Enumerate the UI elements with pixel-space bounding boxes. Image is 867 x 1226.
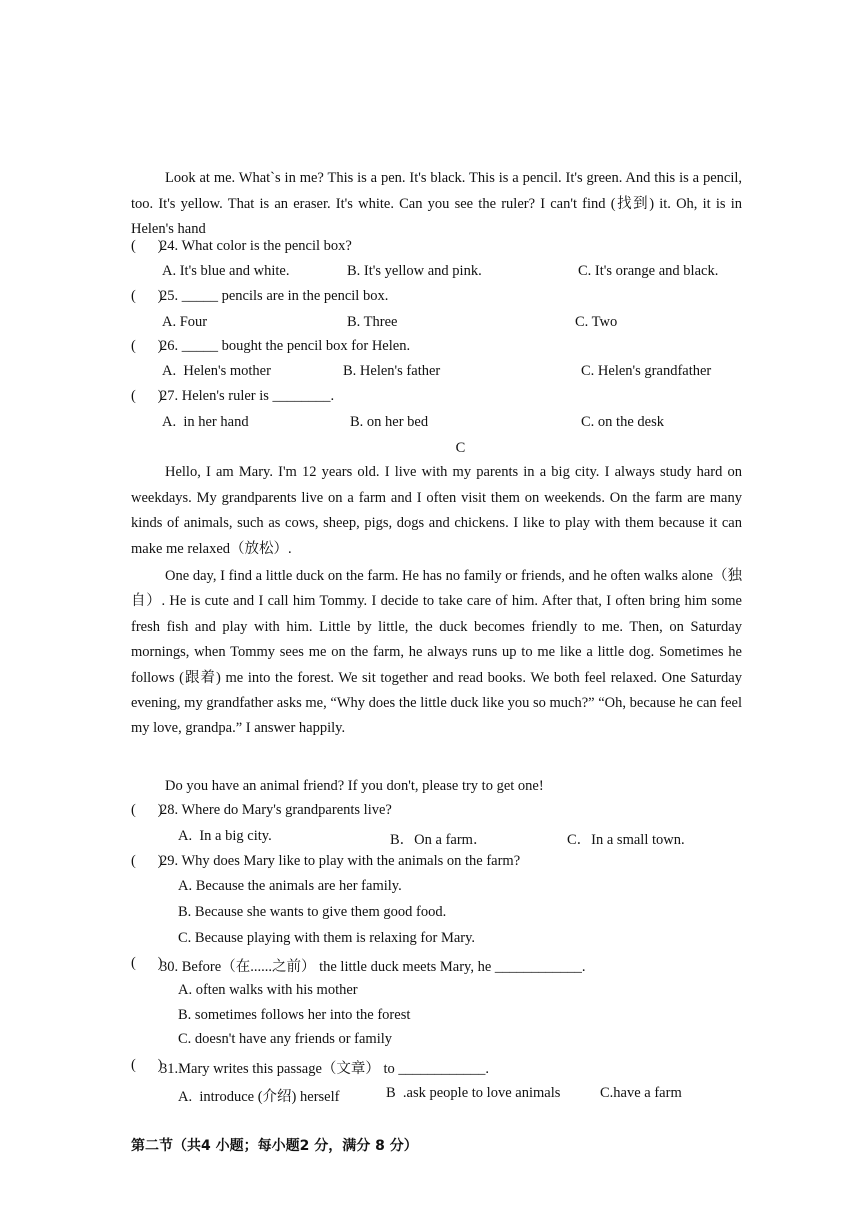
- option-c: C. Helen's grandfather: [581, 363, 712, 379]
- option-c: C. It's orange and black.: [578, 263, 719, 279]
- option-c: C. Two: [575, 314, 618, 330]
- question-27: 27. Helen's ruler is ________.: [160, 388, 335, 404]
- answer-paren[interactable]: ( ): [131, 288, 163, 304]
- option-b: B. sometimes follows her into the forest: [178, 1007, 411, 1023]
- passage-c-paragraph-1: Hello, I am Mary. I'm 12 years old. I live with my parents in a big city. I always study hard on weekdays. My grandparents live on a farm and I often visit them on weekends. On the farm are many kinds of animals, such as cows, sheep, pigs, dogs and chickens. I like to play with them because it can make me relaxed（放松）.: [131, 464, 742, 557]
- answer-paren[interactable]: ( ): [131, 802, 163, 818]
- answer-paren[interactable]: ( ): [131, 853, 163, 869]
- option-b: B. Three: [347, 314, 398, 330]
- question-25: 25. _____ pencils are in the pencil box.: [160, 288, 389, 304]
- answer-paren[interactable]: ( ): [131, 338, 163, 354]
- option-a: A. In a big city.: [178, 828, 272, 844]
- option-a: A. Four: [162, 314, 208, 330]
- answer-paren[interactable]: ( ): [131, 955, 163, 971]
- option-b: B .ask people to love animals: [386, 1085, 561, 1101]
- question-26: 26. _____ bought the pencil box for Helen.: [160, 338, 411, 354]
- option-c: C．In a small town.: [567, 832, 685, 848]
- option-a: A. Because the animals are her family.: [178, 878, 402, 894]
- option-a: A. It's blue and white.: [162, 263, 290, 279]
- option-a: A. introduce (介绍) herself: [178, 1089, 340, 1105]
- answer-paren[interactable]: ( ): [131, 1057, 163, 1073]
- section-c-letter: C: [455, 440, 466, 456]
- question-24: 24. What color is the pencil box?: [160, 238, 352, 254]
- section-two-heading: 第二节（共4 小题；每小题2 分，满分 8 分）: [131, 1138, 418, 1154]
- option-c: C. doesn't have any friends or family: [178, 1031, 393, 1047]
- option-c: C.have a farm: [600, 1085, 682, 1101]
- option-c: C. on the desk: [581, 414, 664, 430]
- question-31: 31.Mary writes this passage（文章） to ____________.: [160, 1061, 490, 1077]
- passage-c-paragraph-2: One day, I find a little duck on the farm. He has no family or friends, and he often walks alone（独自）. He is cute and I call him Tommy. I decide to take care of him. After that, I often bring him some fresh fish and play with him. Little by little, the duck becomes friendly to me. Then, on Saturday mornings, when Tommy sees me on the farm, he always runs up to me like a little dog. Sometimes he follows (跟着) me into the forest. We sit together and read books. We both feel relaxed. One Saturday evening, my grandfather asks me, “Why does the little duck like you so much?” “Oh, because he can feel my love, grandpa.” I answer happily.: [131, 568, 742, 737]
- option-a: A. in her hand: [162, 414, 249, 430]
- option-b: B. Helen's father: [343, 363, 441, 379]
- option-c: C. Because playing with them is relaxing for Mary.: [178, 930, 476, 946]
- option-b: B. Because she wants to give them good food.: [178, 904, 447, 920]
- option-a: A. Helen's mother: [162, 363, 271, 379]
- question-28: 28. Where do Mary's grandparents live?: [160, 802, 392, 818]
- passage-b-text: Look at me. What`s in me? This is a pen. It's black. This is a pencil. It's green. And this is a pencil, too. It's yellow. That is an eraser. It's white. Can you see the ruler? I can't find (找到) it. Oh, it is in Helen's hand: [131, 170, 742, 237]
- option-b: B．On a farm．: [390, 832, 488, 848]
- question-30: 30. Before（在......之前） the little duck meets Mary, he ____________.: [160, 959, 586, 975]
- answer-paren[interactable]: ( ): [131, 238, 163, 254]
- passage-c-paragraph-3: Do you have an animal friend? If you don't, please try to get one!: [165, 778, 544, 794]
- option-a: A. often walks with his mother: [178, 982, 358, 998]
- option-b: B. on her bed: [350, 414, 429, 430]
- question-29: 29. Why does Mary like to play with the animals on the farm?: [160, 853, 521, 869]
- answer-paren[interactable]: ( ): [131, 388, 163, 404]
- option-b: B. It's yellow and pink.: [347, 263, 482, 279]
